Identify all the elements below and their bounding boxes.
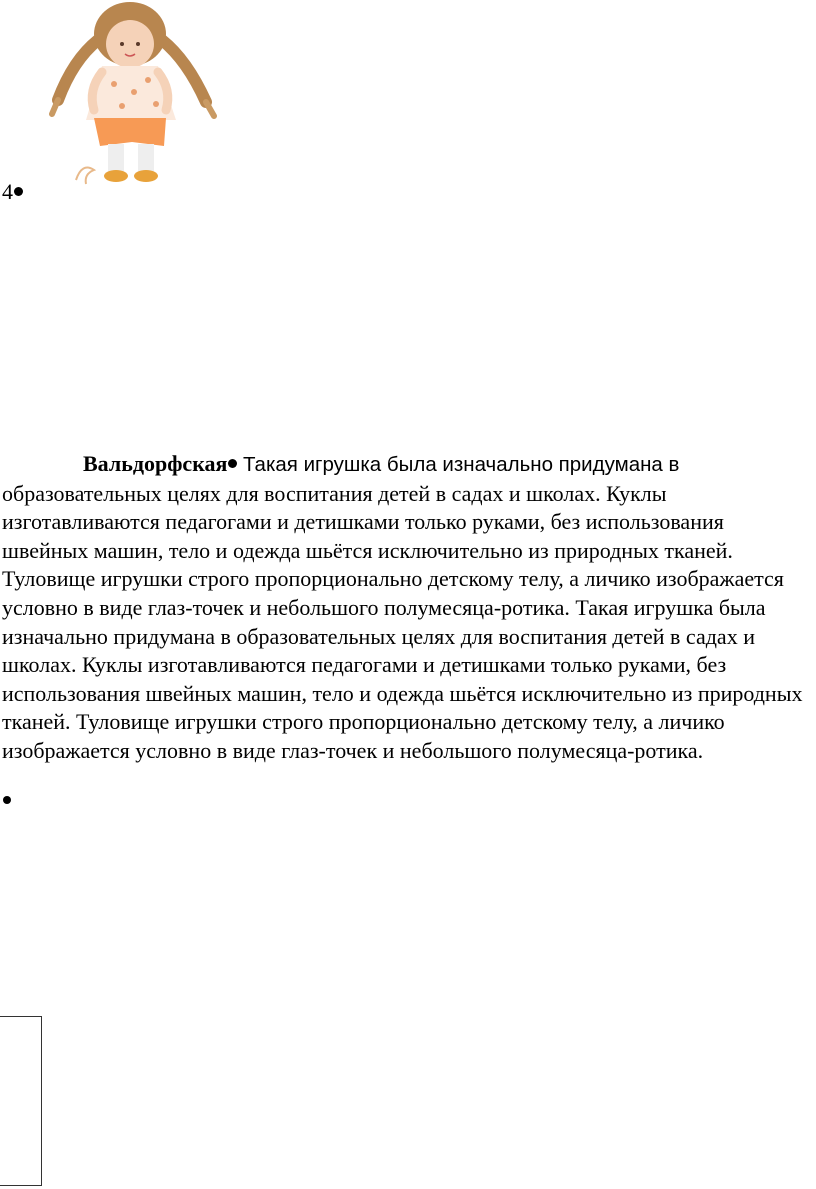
lead-text: Такая игрушка была изначально придумана в bbox=[242, 453, 680, 476]
page-number-text: 4 bbox=[2, 179, 13, 204]
article-paragraph bbox=[2, 450, 814, 766]
side-frame bbox=[0, 1016, 42, 1186]
paragraph-text: образовательных целях для воспитания детей в садах и школах. Куклы изготавливаются педагогами и детишками только руками, без использования швейных машин, тело и одежда шьётся исключительно из природных тканей. Туловище игрушки строго пропорционально детскому телу, а личико изображается условно в виде глаз-точек и небольшого полумесяца-ротика. Такая игрушка была изначально придумана в образовательных целях для воспитания детей в садах и школах. Куклы изготавливаются педагогами и детишками только руками, без использования швейных машин, тело и одежда шьётся исключительно из природных тканей. Туловище игрушки строго пропорционально детскому телу, а личико изображается условно в виде глаз-точек и небольшого полумесяца-ротика. bbox=[2, 480, 803, 763]
term-heading: Вальдорфская bbox=[83, 451, 228, 476]
trailing-bullet-icon bbox=[3, 796, 11, 804]
waldorf-doll-icon bbox=[36, 0, 236, 198]
bullet-icon bbox=[14, 187, 23, 196]
page-number bbox=[2, 180, 23, 204]
doll-photo bbox=[36, 0, 236, 198]
bullet-icon bbox=[228, 459, 237, 468]
